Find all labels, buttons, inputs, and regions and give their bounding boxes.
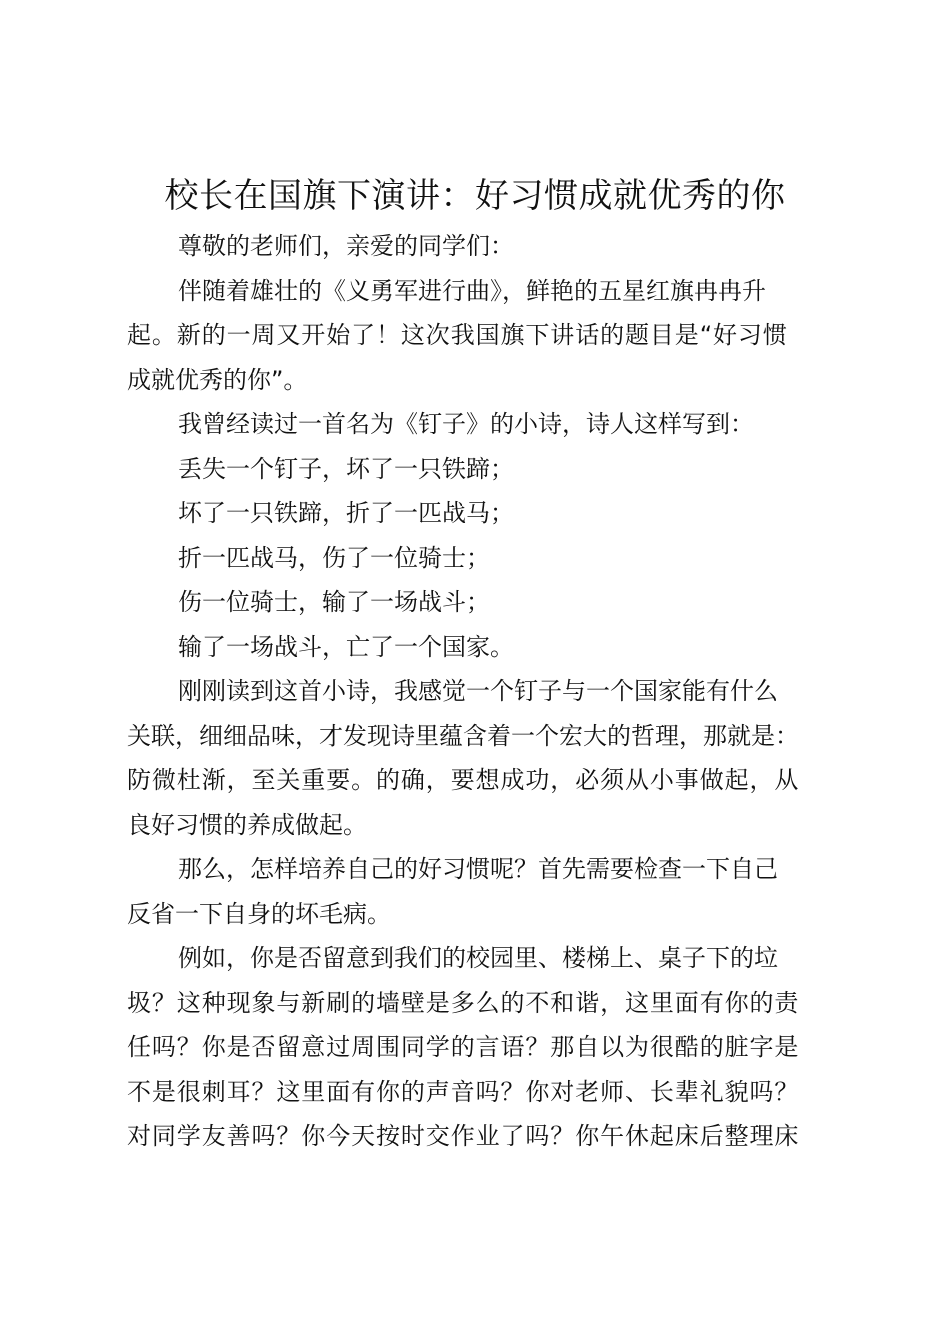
paragraph-line: 良好习惯的养成做起。 — [127, 810, 367, 839]
paragraph-line: 成就优秀的你”。 — [127, 365, 308, 394]
paragraph-line: 关联，细细品味，才发现诗里蕴含着一个宏大的哲理，那就是： — [127, 721, 799, 750]
paragraph-line: 例如，你是否留意到我们的校园里、楼梯上、桌子下的垃 — [178, 944, 778, 972]
paragraph-line: 我曾经读过一首名为《钉子》的小诗，诗人这样写到： — [178, 410, 754, 438]
paragraph-line: 圾？这种现象与新刷的墙壁是多么的不和谐，这里面有你的责 — [127, 988, 800, 1017]
poem-line: 丢失一个钉子，坏了一只铁蹄； — [178, 454, 514, 483]
document-body — [127, 224, 837, 1159]
paragraph-line: 不是很刺耳？这里面有你的声音吗？你对老师、长辈礼貌吗？ — [127, 1077, 800, 1106]
document-title: 校长在国旗下演讲：好习惯成就优秀的你 — [164, 176, 786, 216]
paragraph-line: 刚刚读到这首小诗，我感觉一个钉子与一个国家能有什么 — [178, 677, 778, 705]
paragraph-line: 防微杜渐，至关重要。的确，要想成功，必须从小事做起，从 — [127, 766, 800, 794]
paragraph-line: 反省一下自身的坏毛病。 — [127, 899, 391, 928]
paragraph-line: 伴随着雄壮的《义勇军进行曲》，鲜艳的五星红旗冉冉升 — [178, 276, 766, 305]
poem-line: 折一匹战马，伤了一位骑士； — [178, 543, 490, 572]
paragraph-line: 起。新的一周又开始了！这次我国旗下讲话的题目是“好习惯 — [127, 321, 788, 349]
poem-line: 伤一位骑士，输了一场战斗； — [178, 588, 490, 616]
paragraph-line: 任吗？你是否留意过周围同学的言语？那自以为很酷的脏字是 — [127, 1033, 800, 1061]
salutation-line: 尊敬的老师们，亲爱的同学们： — [178, 232, 514, 260]
paragraph-line: 对同学友善吗？你今天按时交作业了吗？你午休起床后整理床 — [127, 1122, 800, 1150]
poem-line: 坏了一只铁蹄，折了一匹战马； — [178, 499, 514, 527]
paragraph-line: 那么，怎样培养自己的好习惯呢？首先需要检查一下自己 — [178, 855, 778, 883]
poem-line: 输了一场战斗，亡了一个国家。 — [178, 632, 514, 661]
